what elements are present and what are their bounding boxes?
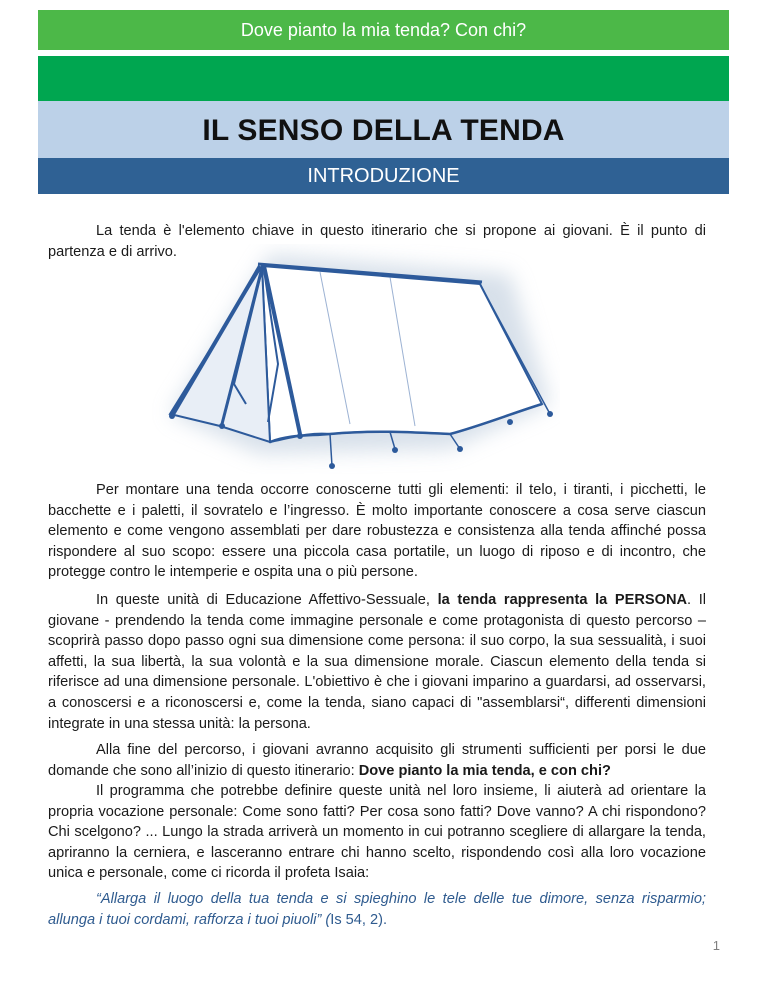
paragraph-3	[48, 590, 706, 734]
paragraph-program	[48, 781, 706, 884]
tent-icon	[150, 244, 560, 474]
quote-paragraph	[48, 889, 706, 930]
paragraph-4-start: Alla fine del percorso, i giovani avranno acquisito gli strumenti sufficienti per porsi le due domande che sono all’inizio di questo itinerario:	[48, 742, 706, 779]
title-band	[38, 101, 729, 158]
paragraph-questions	[48, 740, 706, 781]
paragraph-2: Per montare una tenda occorre conoscerne tutti gli elementi: il telo, i tiranti, i picchetti, le bacchette e i paletti, il sovratelo e l’ingresso. È molto importante conoscere a cosa serve ciascun elemento e come vengono assemblati per dare robustezza e consistenza alla tenda affinché possa rispondere al suo scopo: essere una piccola casa portatile, un luogo di riposo e di incontro, che protegge contro le intemperie e ospita una o più persone.	[48, 482, 706, 581]
paragraph-persona	[48, 590, 706, 734]
paragraph-4-bold: Dove pianto la mia tenda, e con chi?	[358, 762, 611, 779]
paragraph-1: La tenda è l'elemento chiave in questo itinerario che si propone ai giovani. È il punto di partenza e di arrivo.	[48, 223, 706, 260]
paragraph-3-start: In queste unità di Educazione Affettivo-Sessuale,	[96, 592, 438, 608]
quote-reference: Is 54, 2).	[330, 911, 388, 928]
paragraph-4	[48, 740, 706, 781]
header-green-band	[38, 56, 729, 101]
subtitle-band	[38, 158, 729, 194]
paragraph-3-bold: la tenda rappresenta la PERSONA	[437, 592, 688, 608]
section-subtitle: INTRODUZIONE	[307, 165, 460, 187]
quote-text: “Allarga il luogo della tua tenda e si spieghino le tele delle tue dimore, senza risparmio; allunga i tuoi cordami, rafforza i tuoi piuoli” (	[48, 891, 706, 928]
page-number: 1	[712, 938, 720, 953]
page-title: IL SENSO DELLA TENDA	[202, 114, 565, 147]
paragraph-5: Il programma che potrebbe definire queste unità nel loro insieme, li aiuterà ad orientare la propria vocazione personale: Come sono fatti? Per cosa sono fatti? Dove vanno? A chi rispondono? Chi scelgono? ... Lungo la strada arriverà un momento in cui potranno scegliere di allargare la tenda, apriranno la cerniera, e lasceranno entrare chi hanno scelto, rispondendo così alla loro vocazione unica e personale, come ci ricorda il profeta Isaia:	[48, 783, 706, 882]
paragraph-elements	[48, 480, 706, 583]
paragraph-3-end: . Il giovane - prendendo la tenda come immagine personale e come protagonista di questo percorso – scoprirà passo dopo passo ogni sua dimensione come persona: il suo corpo, la sua sessualità, i suoi affetti, la sua libertà, la sua volontà e la sua dimensione morale. Ciascun elemento della tenda si riferisce ad una dimensione personale. L'obiettivo è che i giovani imparino a guardarsi, ad osservarsi, a conoscersi e a riconoscersi e, come la tenda, siano capaci di "assemblarsi“, differenti dimensioni integrate in una stessa unità: la persona.	[48, 592, 706, 732]
isaiah-quote	[48, 889, 706, 930]
header-question: Dove pianto la mia tenda? Con chi?	[240, 20, 527, 40]
header-top-band	[38, 10, 729, 50]
